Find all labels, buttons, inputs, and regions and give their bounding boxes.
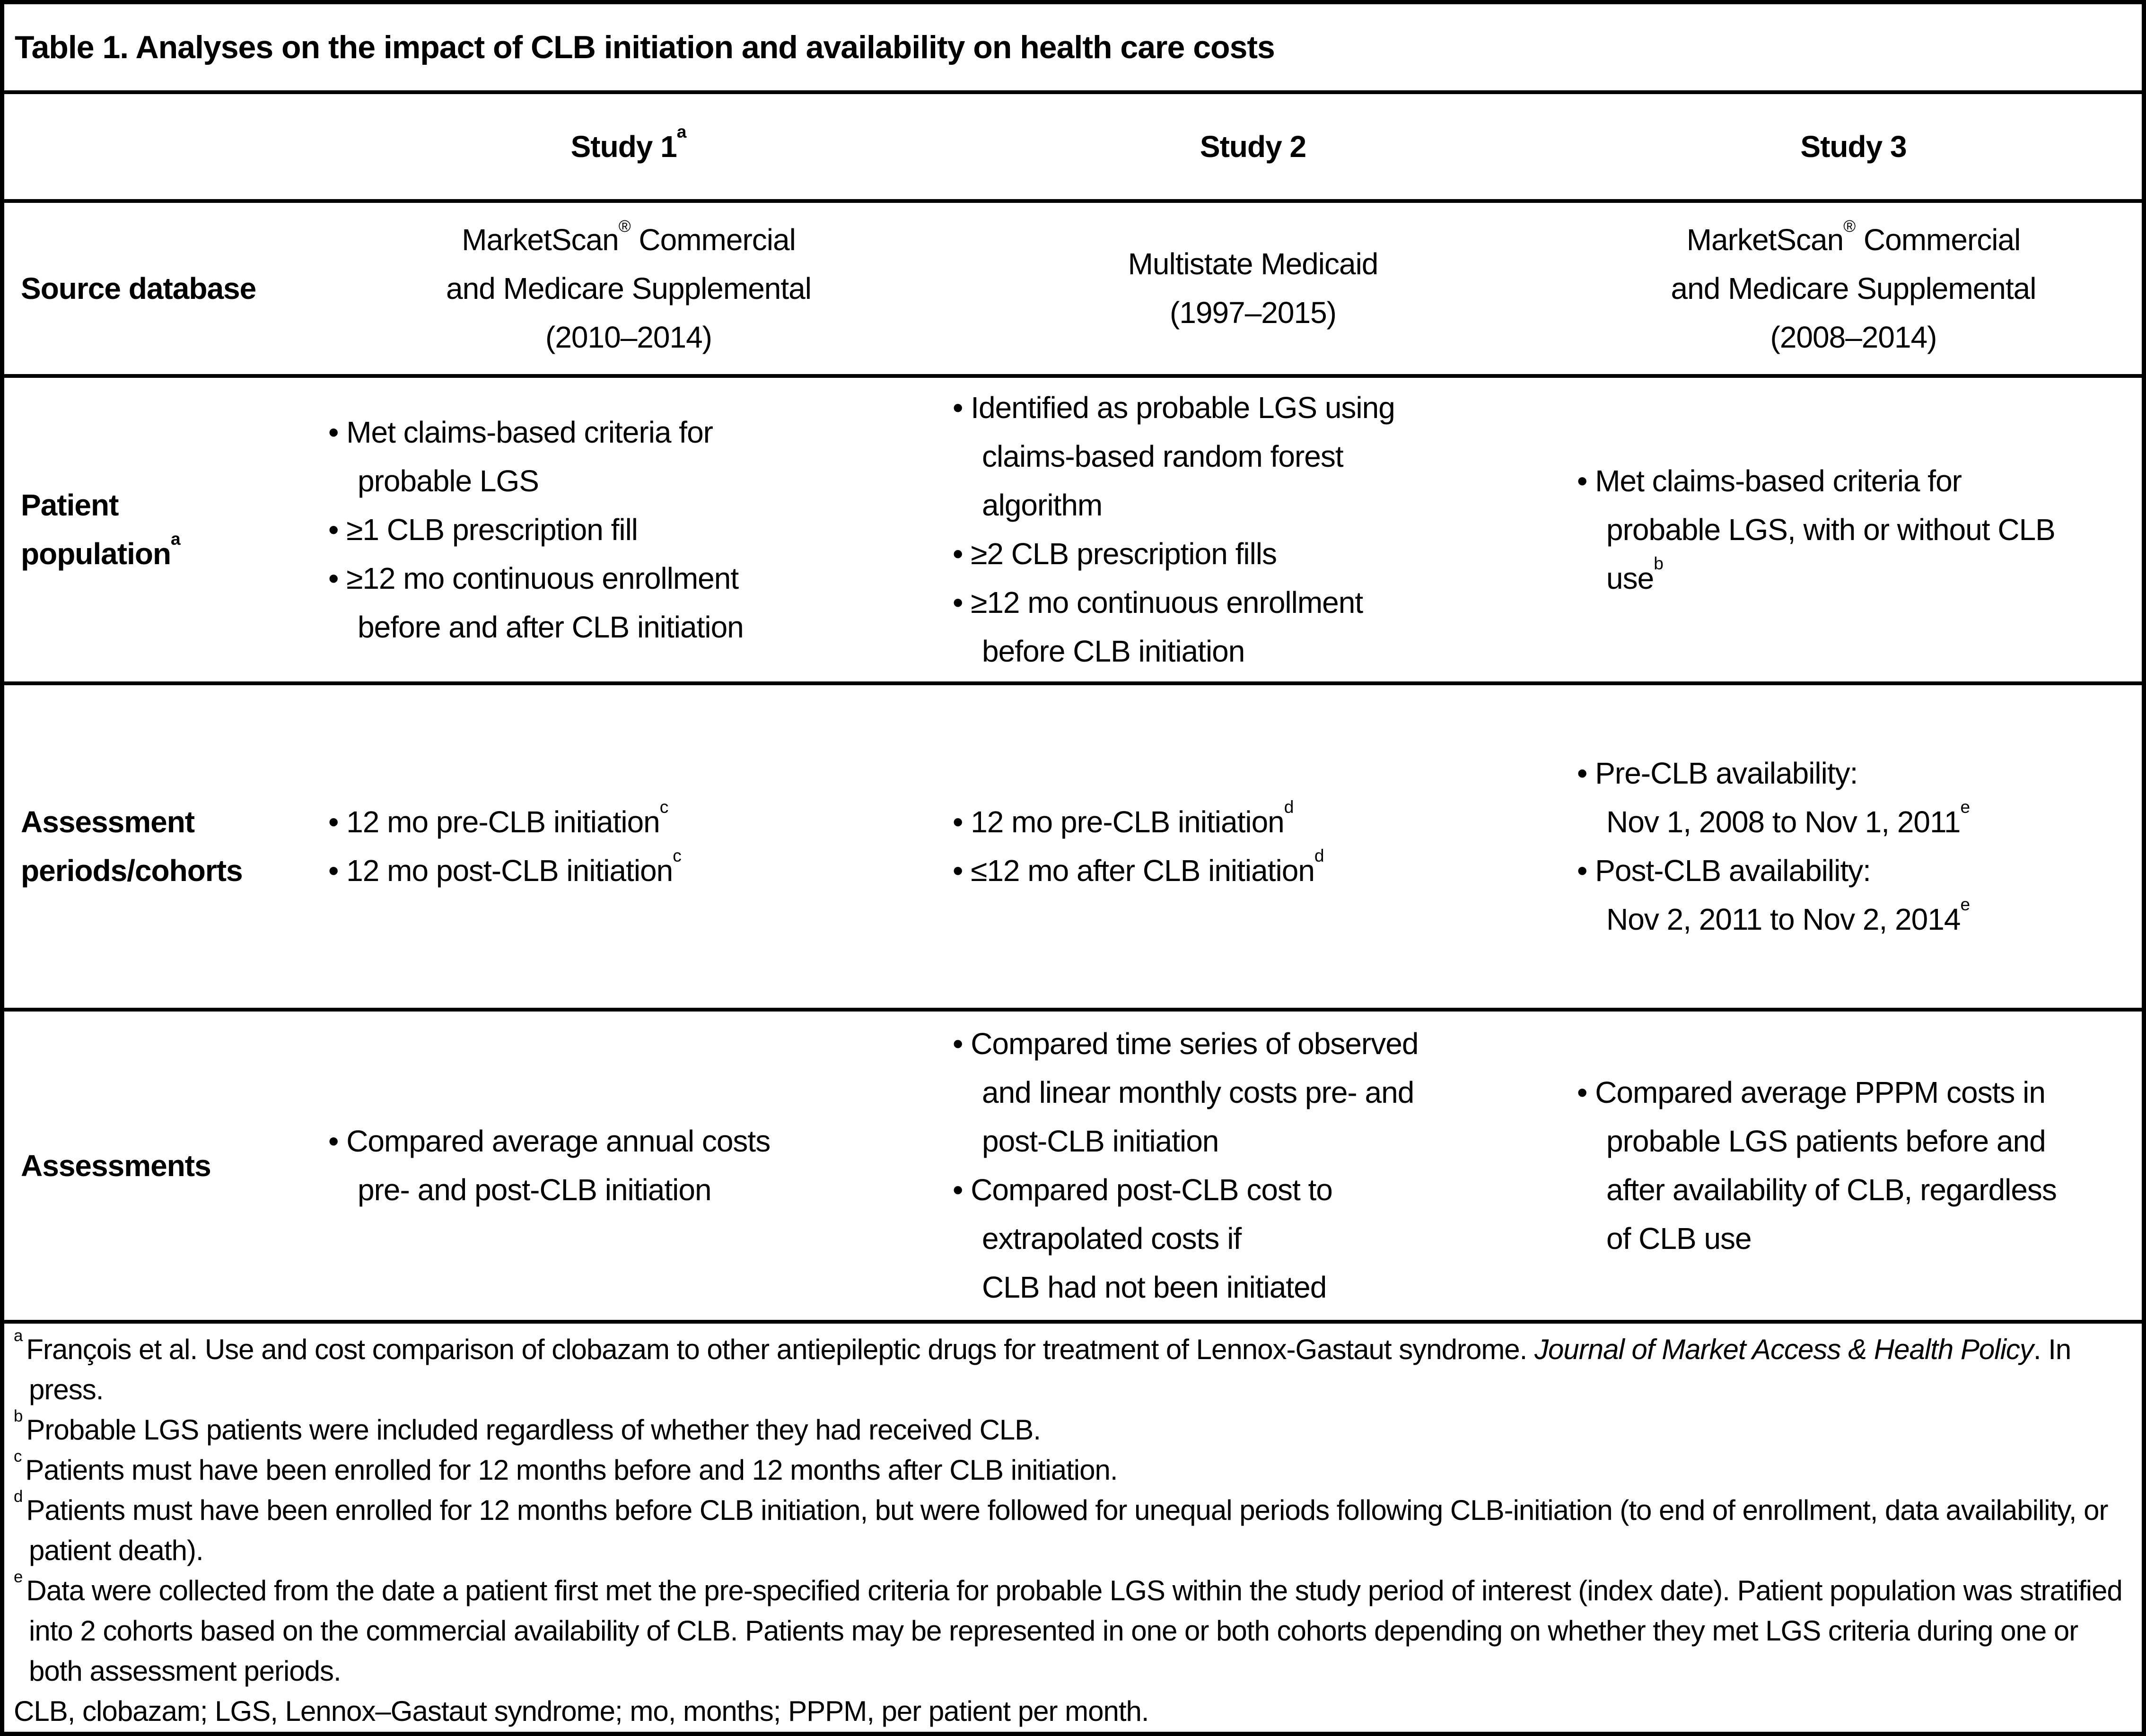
footnote-a: $^a$ François et al. Use and cost comparison of clobazam to other antiepileptic drugs for treatment of Lennox-Gastaut syndrome. Journal of Market Access & Health Policy. In press. — [14, 1326, 2071, 1405]
footnotes — [14, 1326, 2130, 1691]
bullet-glyph: • — [328, 805, 339, 839]
table-title-row — [4, 4, 2142, 90]
row-assessments — [4, 1012, 2142, 1320]
cell-assessments-study2 — [941, 1012, 1565, 1320]
divider — [4, 90, 2142, 94]
cell-source-study2: Multistate Medicaid (1997–2015) — [1128, 247, 1378, 330]
study1-header-footnote-mark: a — [676, 121, 687, 141]
bullet-item: • Pre-CLB availability: Nov 1, 2008 to Nov 1, 2011e — [1577, 756, 1971, 839]
cell-population-study3 — [1565, 378, 2142, 681]
bullet-glyph: • — [953, 805, 963, 839]
footnotes-section — [4, 1324, 2142, 1732]
bullet-glyph: • — [953, 585, 963, 619]
table-title: Table 1. Analyses on the impact of CLB initiation and availability on health care costs — [15, 29, 1275, 65]
footnote-d: $^d$ Patients must have been enrolled for 12 months before CLB initiation, but were followed for unequal periods following CLB-initiation (to end of enrollment, data availability, or patient death). — [14, 1487, 2108, 1566]
bullet-item: • 12 mo pre-CLB initiation$^d$ — [953, 797, 1294, 839]
cell-periods-study3 — [1565, 685, 2142, 1008]
row-source-database — [4, 203, 2142, 374]
row-label-assessment-periods: Assessment periods/cohorts — [21, 805, 243, 888]
row-label-patient-population: Patient population$^a$ — [21, 488, 181, 571]
bullet-item: • Compared time series of observed and linear monthly costs pre- and post-CLB initiation — [953, 1027, 1419, 1158]
bullet-item: • Compared average PPPM costs in probable LGS patients before and after availability of CLB, regardless of CLB use — [1577, 1075, 2057, 1256]
footnote-c: $^c$ Patients must have been enrolled for 12 months before and 12 months after CLB initiation. — [14, 1447, 1118, 1486]
cell-population-study1 — [316, 378, 941, 681]
corner-cell — [4, 94, 316, 199]
bullet-item: • Post-CLB availability: Nov 2, 2011 to Nov 2, 2014e — [1577, 854, 1971, 936]
bullet-item: • Identified as probable LGS using claims-based random forest algorithm — [953, 391, 1395, 522]
bullet-item: • ≥12 mo continuous enrollment before and after CLB initiation — [328, 561, 744, 644]
column-header-study1 — [316, 94, 941, 199]
bullet-glyph: • — [328, 512, 339, 547]
footnote-b: $^b$ Probable LGS patients were included regardless of whether they had received CLB. — [14, 1406, 1041, 1446]
bullet-glyph: • — [328, 561, 339, 595]
bullet-glyph: • — [1577, 463, 1587, 498]
bullet-item: • 12 mo pre-CLB initiation$^c$ — [328, 797, 669, 839]
bullet-item: • ≥12 mo continuous enrollment before CLB initiation — [953, 585, 1363, 668]
study2-header-label: Study 2 — [1200, 129, 1306, 164]
bullet-glyph: • — [328, 854, 339, 888]
bullet-item: • Met claims-based criteria for probable LGS, with or without CLB use$^b$ — [1577, 463, 2055, 595]
cell-periods-study2 — [941, 685, 1565, 1008]
column-header-study2 — [941, 94, 1565, 199]
divider — [4, 374, 2142, 378]
study1-header-label: Study 1 — [570, 129, 677, 164]
bullet-glyph: • — [328, 1124, 339, 1158]
row-assessment-periods — [4, 685, 2142, 1008]
bullet-glyph: • — [953, 854, 963, 888]
divider — [4, 1320, 2142, 1324]
bullet-glyph: • — [953, 537, 963, 571]
footnote-e: $^e$ Data were collected from the date a patient first met the pre-specified criteria for probable LGS within the study period of interest (index date). Patient population was stratified into 2 cohorts based on the commercial availability of CLB. Patients may be represented in one or both cohorts depending on whether they met LGS criteria during one or both assessment periods. — [14, 1567, 2122, 1687]
divider — [4, 1008, 2142, 1012]
cell-source-study3: MarketScan® Commercial and Medicare Supplemental (2008–2014) — [1671, 217, 2036, 354]
bullet-glyph: • — [953, 1027, 963, 1061]
row-label-source-database: Source database — [21, 271, 256, 305]
bullet-glyph: • — [328, 415, 339, 449]
bullet-item: • ≥1 CLB prescription fill — [328, 512, 638, 547]
bullet-item: • 12 mo post-CLB initiation$^c$ — [328, 846, 682, 888]
divider — [4, 199, 2142, 203]
cell-source-study1: MarketScan® Commercial and Medicare Supplemental (2010–2014) — [446, 217, 811, 354]
bullet-glyph: • — [1577, 854, 1587, 888]
row-label-assessments: Assessments — [21, 1148, 211, 1183]
divider — [4, 681, 2142, 685]
patient-population-footnote-mark: a — [171, 529, 181, 549]
cell-assessments-study3 — [1565, 1012, 2142, 1320]
bullet-item: • Compared average annual costs pre- and post-CLB initiation — [328, 1124, 771, 1207]
bullet-item: • ≥2 CLB prescription fills — [953, 537, 1277, 571]
bullet-glyph: • — [953, 391, 963, 425]
study3-header-label: Study 3 — [1800, 129, 1907, 164]
row-patient-population — [4, 378, 2142, 681]
cell-assessments-study1 — [316, 1012, 941, 1320]
bullet-item: • Met claims-based criteria for probable LGS — [328, 415, 713, 498]
column-header-study3 — [1565, 94, 2142, 199]
cell-periods-study1 — [316, 685, 941, 1008]
column-header-row — [4, 94, 2142, 199]
cell-population-study2 — [941, 378, 1565, 681]
bullet-glyph: • — [953, 1173, 963, 1207]
bullet-item: • Compared post-CLB cost to extrapolated costs if CLB had not been initiated — [953, 1173, 1332, 1304]
abbreviations: CLB, clobazam; LGS, Lennox–Gastaut syndrome; mo, months; PPPM, per patient per month. — [14, 1695, 1149, 1727]
bullet-glyph: • — [1577, 1075, 1587, 1109]
bullet-item: • ≤12 mo after CLB initiation$^d$ — [953, 846, 1324, 888]
bullet-glyph: • — [1577, 756, 1587, 790]
